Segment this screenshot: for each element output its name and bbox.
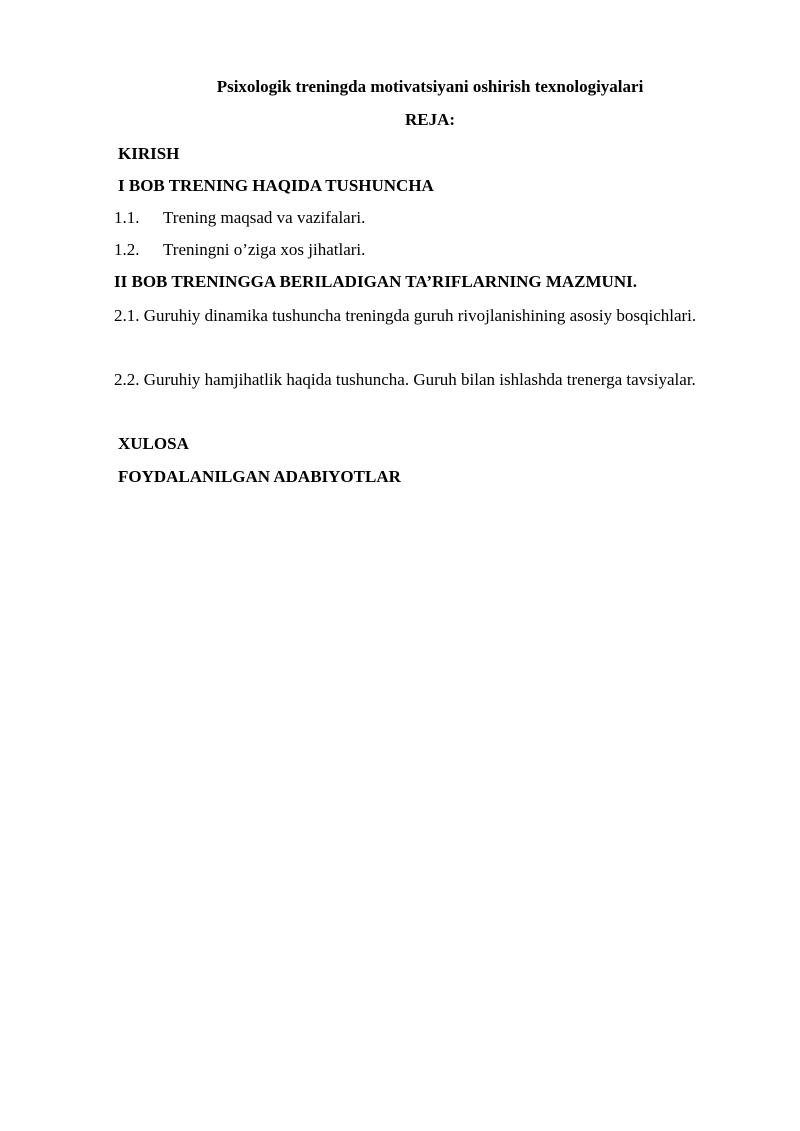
plan-heading: REJA: bbox=[404, 110, 456, 129]
toc-item-intro: KIRISH bbox=[118, 144, 180, 163]
section-title: Treningni o’ziga xos jihatlari. bbox=[163, 240, 366, 259]
toc-item-conclusion: XULOSA bbox=[118, 434, 189, 453]
toc-item-section-2-1: 2.1. Guruhiy dinamika tushuncha treningda guruh rivojlanishining asosiy bosqichlari. bbox=[114, 306, 697, 325]
toc-item-references: FOYDALANILGAN ADABIYOTLAR bbox=[118, 467, 401, 486]
toc-item-section-1-1 bbox=[114, 208, 365, 228]
section-number: 1.1. bbox=[114, 208, 140, 227]
section-title: Trening maqsad va vazifalari. bbox=[163, 208, 366, 227]
toc-item-section-2-2: 2.2. Guruhiy hamjihatlik haqida tushuncha. Guruh bilan ishlashda trenerga tavsiyalar. bbox=[114, 370, 696, 389]
section-number: 1.2. bbox=[114, 240, 140, 259]
toc-item-section-1-2 bbox=[114, 240, 365, 260]
toc-item-chapter-2: II BOB TRENINGGA BERILADIGAN TA’RIFLARNING MAZMUNI. bbox=[114, 272, 637, 291]
toc-item-chapter-1: I BOB TRENING HAQIDA TUSHUNCHA bbox=[118, 176, 434, 195]
document-title: Psixologik treningda motivatsiyani oshirish texnologiyalari bbox=[216, 77, 644, 96]
